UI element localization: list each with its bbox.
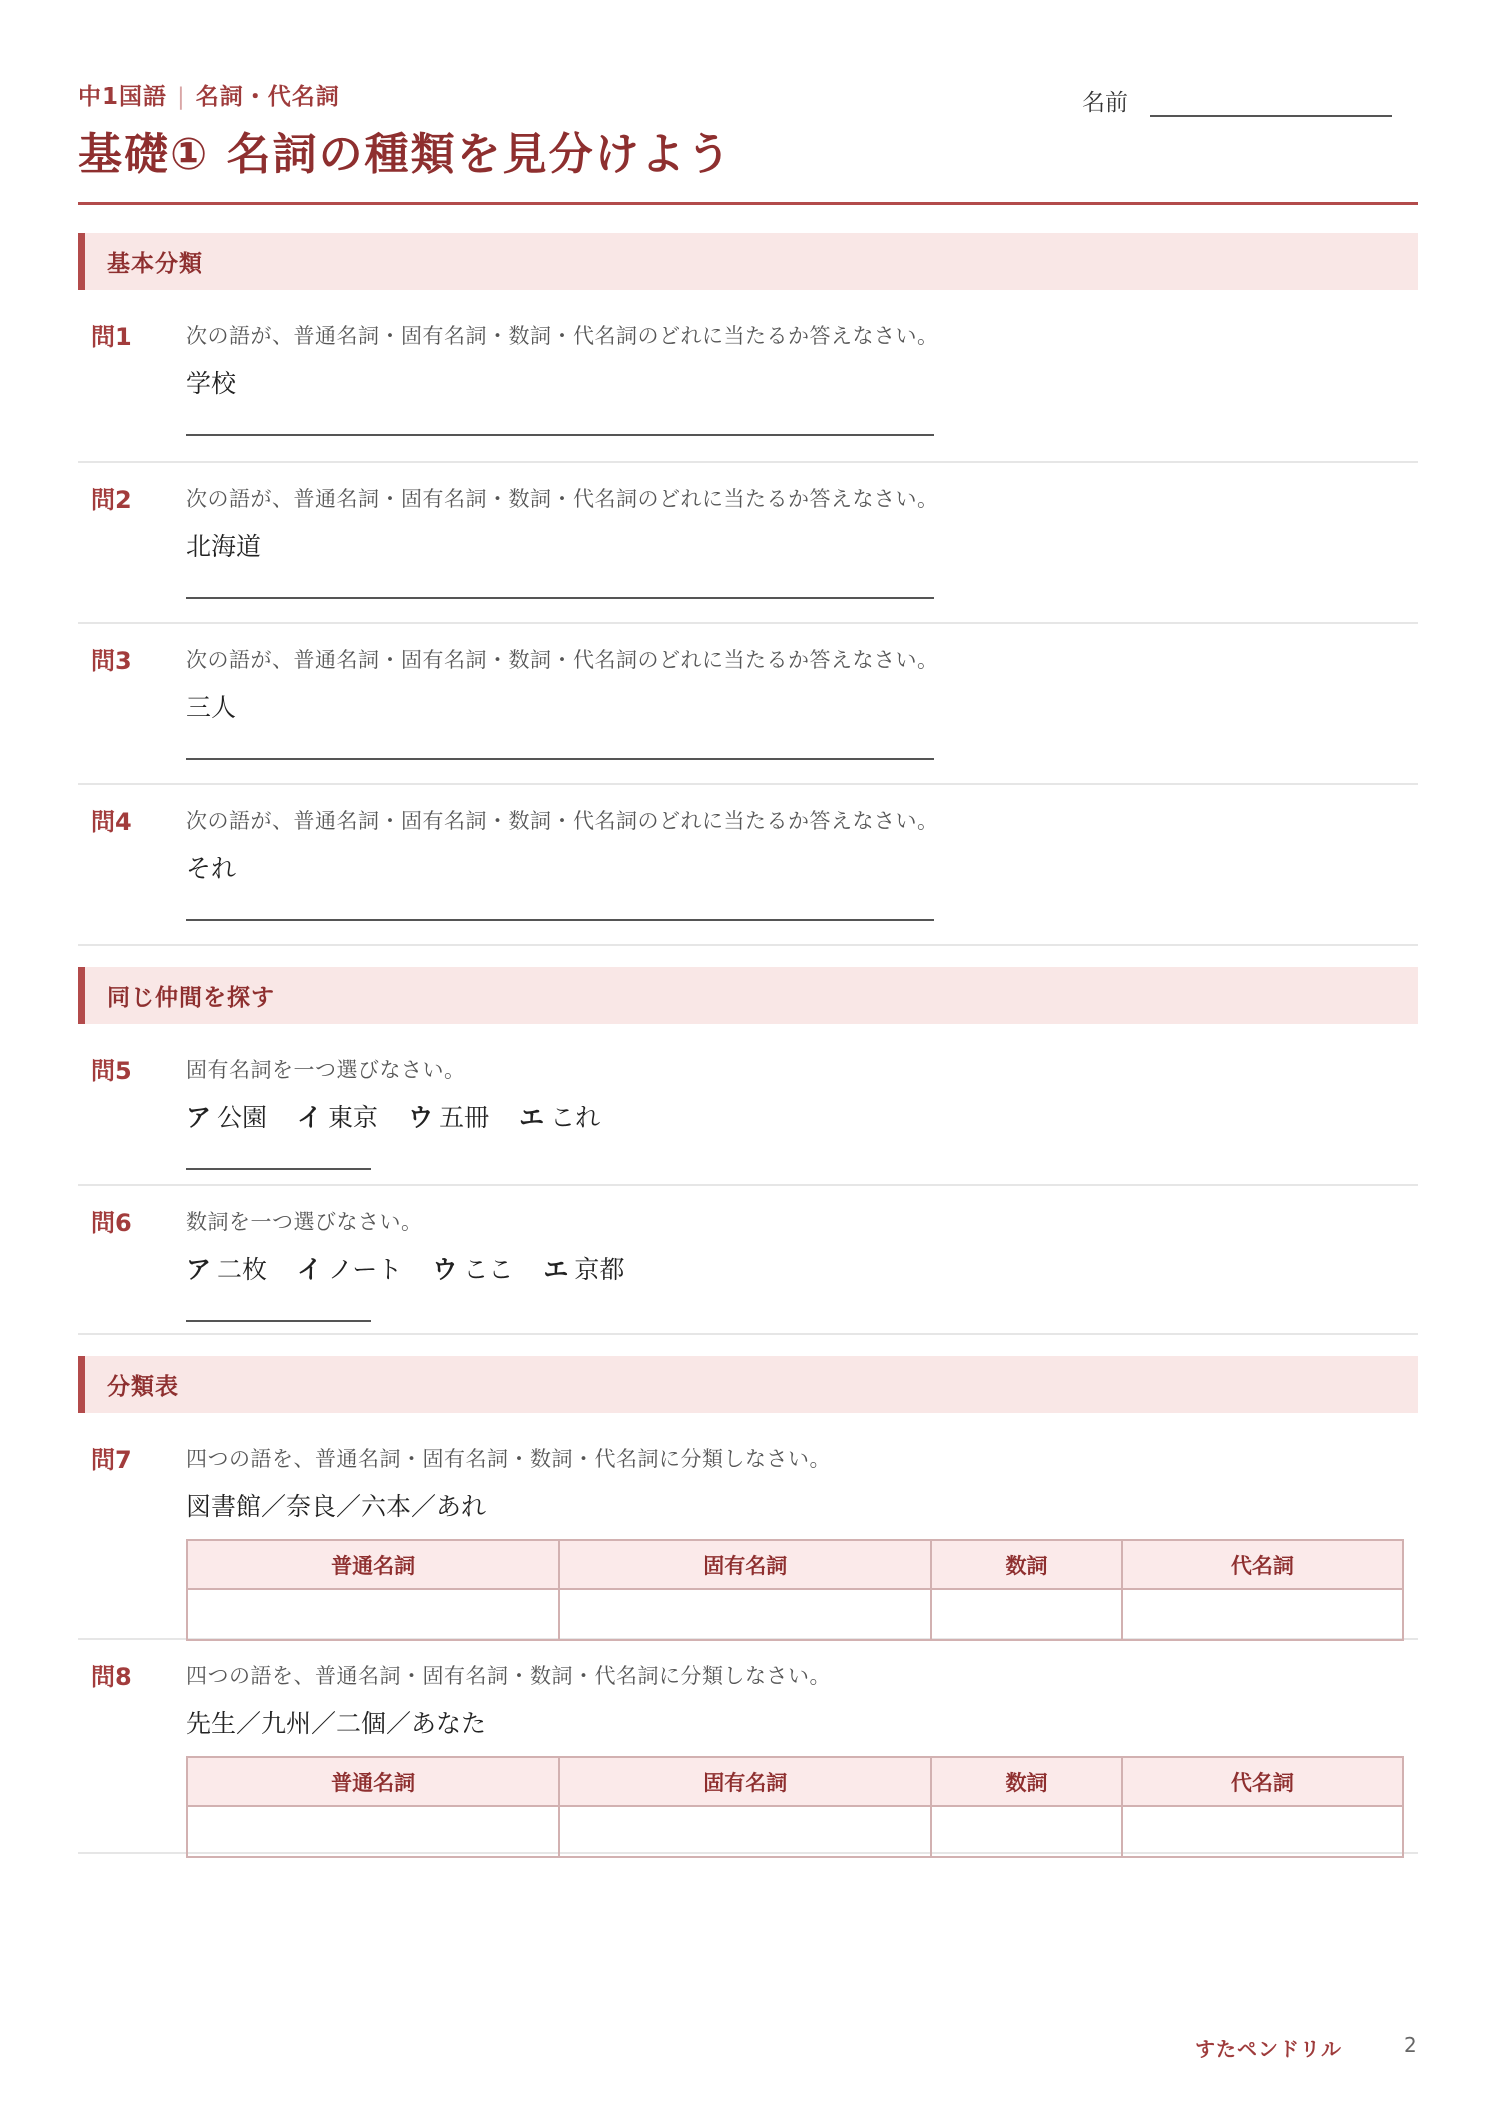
answer-line[interactable] — [186, 434, 934, 436]
answer-line[interactable] — [186, 919, 934, 921]
question-5 — [78, 1024, 1418, 1186]
question-3 — [78, 624, 1418, 785]
section-basic-classification — [78, 233, 1418, 290]
answer-cell[interactable] — [559, 1589, 931, 1640]
answer-cell[interactable] — [187, 1589, 559, 1640]
question-word: 先生／九州／二個／あなた — [186, 1709, 487, 1738]
answer-cell[interactable] — [1122, 1806, 1403, 1857]
question-number: 問6 — [91, 1209, 132, 1237]
section-title: 同じ仲間を探す — [107, 985, 275, 1011]
question-body — [186, 1660, 1418, 1858]
answer-cell[interactable] — [931, 1589, 1121, 1640]
worksheet-header — [78, 0, 1418, 205]
choice-list — [186, 1098, 1418, 1134]
section-title: 基本分類 — [107, 251, 203, 277]
choice-e[interactable]: エ これ — [519, 1103, 601, 1132]
name-label: 名前 — [1082, 90, 1128, 116]
question-body — [186, 644, 1418, 760]
header-pronoun: 代名詞 — [1122, 1540, 1403, 1589]
section-find-same-group — [78, 967, 1418, 1024]
question-word: 学校 — [186, 369, 237, 398]
question-word: 図書館／奈良／六本／あれ — [186, 1492, 487, 1521]
worksheet-page — [78, 0, 1418, 1854]
answer-cell[interactable] — [931, 1806, 1121, 1857]
header-pronoun: 代名詞 — [1122, 1757, 1403, 1806]
question-body — [186, 805, 1418, 921]
question-body — [186, 1443, 1418, 1641]
question-instruction: 次の語が、普通名詞・固有名詞・数詞・代名詞のどれに当たるか答えなさい。 — [186, 324, 939, 348]
question-2 — [78, 463, 1418, 624]
answer-cell[interactable] — [559, 1806, 931, 1857]
header-numeral: 数詞 — [931, 1757, 1121, 1806]
breadcrumb-separator: | — [177, 84, 186, 110]
question-instruction: 次の語が、普通名詞・固有名詞・数詞・代名詞のどれに当たるか答えなさい。 — [186, 487, 939, 511]
header-numeral: 数詞 — [931, 1540, 1121, 1589]
question-word: 三人 — [186, 693, 237, 722]
question-number: 問3 — [91, 647, 132, 675]
name-field-group — [1082, 84, 1392, 117]
choice-list — [186, 1250, 1418, 1286]
section-classification-table — [78, 1356, 1418, 1413]
choice-a[interactable]: ア 二枚 — [186, 1255, 268, 1284]
question-instruction: 次の語が、普通名詞・固有名詞・数詞・代名詞のどれに当たるか答えなさい。 — [186, 648, 939, 672]
question-7 — [78, 1413, 1418, 1640]
question-word: それ — [186, 854, 237, 883]
classification-table — [186, 1756, 1404, 1858]
answer-cell[interactable] — [1122, 1589, 1403, 1640]
question-6 — [78, 1186, 1418, 1335]
answer-line[interactable] — [186, 758, 934, 760]
choice-u[interactable]: ウ ここ — [432, 1255, 514, 1284]
grade-label: 中1国語 — [78, 84, 168, 110]
question-body — [186, 483, 1418, 599]
question-word: 北海道 — [186, 532, 262, 561]
topic-label: 名詞・代名詞 — [195, 84, 340, 110]
choice-u[interactable]: ウ 五冊 — [408, 1103, 490, 1132]
question-body — [186, 320, 1418, 436]
question-number: 問7 — [91, 1446, 132, 1474]
question-instruction: 次の語が、普通名詞・固有名詞・数詞・代名詞のどれに当たるか答えなさい。 — [186, 809, 939, 833]
page-title: 基礎① 名詞の種類を見分けよう — [78, 129, 733, 180]
header-common-noun: 普通名詞 — [187, 1540, 559, 1589]
answer-cell[interactable] — [187, 1806, 559, 1857]
question-number: 問4 — [91, 808, 132, 836]
header-proper-noun: 固有名詞 — [559, 1540, 931, 1589]
choice-i[interactable]: イ ノート — [297, 1255, 403, 1284]
breadcrumb — [78, 78, 340, 111]
question-4 — [78, 785, 1418, 946]
answer-line[interactable] — [186, 1320, 371, 1322]
question-number: 問8 — [91, 1663, 132, 1691]
question-instruction: 固有名詞を一つ選びなさい。 — [186, 1058, 466, 1082]
question-body — [186, 1054, 1418, 1170]
page-number: 2 — [1404, 2033, 1417, 2057]
question-number: 問5 — [91, 1057, 132, 1085]
choice-e[interactable]: エ 京都 — [543, 1255, 625, 1284]
choice-a[interactable]: ア 公園 — [186, 1103, 268, 1132]
question-number: 問2 — [91, 486, 132, 514]
classification-table — [186, 1539, 1404, 1641]
table-header-row — [187, 1757, 1403, 1806]
table-answer-row — [187, 1589, 1403, 1640]
table-header-row — [187, 1540, 1403, 1589]
question-number: 問1 — [91, 323, 132, 351]
header-common-noun: 普通名詞 — [187, 1757, 559, 1806]
question-body — [186, 1206, 1418, 1322]
question-instruction: 四つの語を、普通名詞・固有名詞・数詞・代名詞に分類しなさい。 — [186, 1447, 831, 1471]
footer-brand: すたペンドリル — [1195, 2037, 1342, 2061]
question-8 — [78, 1640, 1418, 1854]
header-proper-noun: 固有名詞 — [559, 1757, 931, 1806]
answer-line[interactable] — [186, 597, 934, 599]
question-1 — [78, 290, 1418, 463]
question-instruction: 四つの語を、普通名詞・固有名詞・数詞・代名詞に分類しなさい。 — [186, 1664, 831, 1688]
answer-line[interactable] — [186, 1168, 371, 1170]
question-instruction: 数詞を一つ選びなさい。 — [186, 1210, 423, 1234]
table-answer-row — [187, 1806, 1403, 1857]
section-title: 分類表 — [107, 1374, 179, 1400]
choice-i[interactable]: イ 東京 — [297, 1103, 379, 1132]
name-input-line[interactable] — [1150, 85, 1392, 117]
